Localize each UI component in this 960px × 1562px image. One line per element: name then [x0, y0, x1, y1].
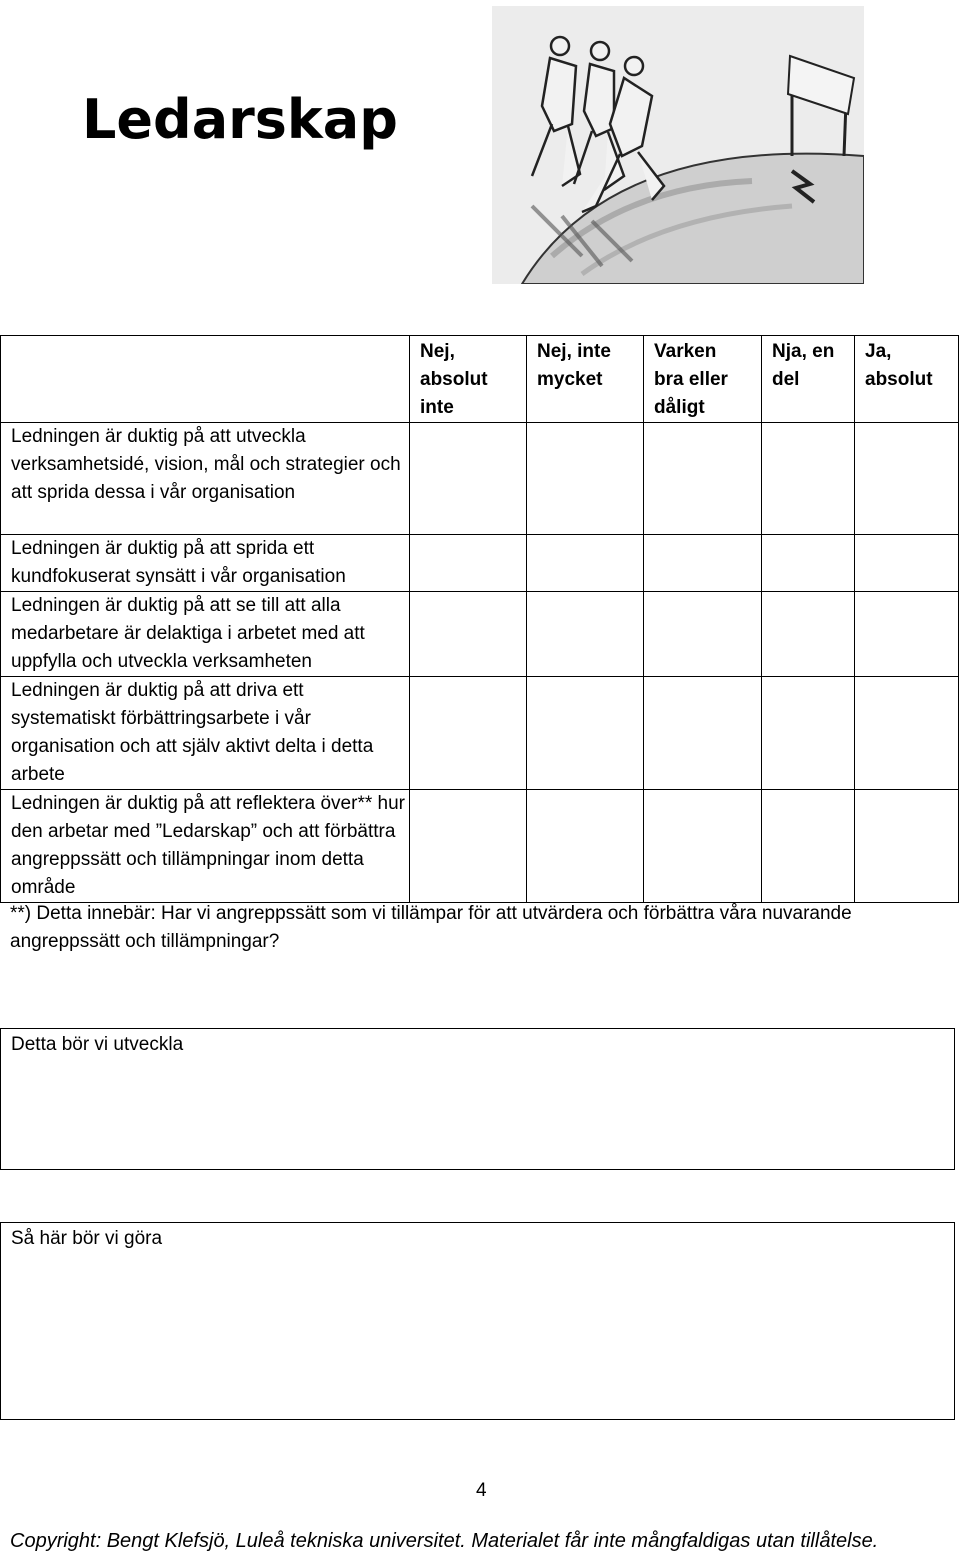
option-header: Nej, inte mycket	[527, 336, 644, 423]
answer-cell[interactable]	[855, 677, 959, 790]
answer-cell[interactable]	[527, 592, 644, 677]
table-row	[1, 423, 959, 535]
answer-cell[interactable]	[644, 790, 762, 903]
option-header: Nja, en del	[762, 336, 855, 423]
option-header: Varken bra eller dåligt	[644, 336, 762, 423]
answer-cell[interactable]	[527, 790, 644, 903]
question-text: Ledningen är duktig på att driva ett systematiskt förbättringsarbete i vår organisation och att själv aktivt delta i detta arbete	[1, 677, 410, 790]
leadership-survey-table	[0, 335, 959, 903]
answer-cell[interactable]	[855, 790, 959, 903]
action-textbox[interactable]	[0, 1222, 955, 1420]
answer-cell[interactable]	[855, 592, 959, 677]
answer-cell[interactable]	[762, 535, 855, 592]
question-header	[1, 336, 410, 423]
answer-cell[interactable]	[410, 677, 527, 790]
answer-cell[interactable]	[644, 535, 762, 592]
page-title: Ledarskap	[82, 88, 398, 151]
option-header: Ja, absolut	[855, 336, 959, 423]
table-row	[1, 790, 959, 903]
answer-cell[interactable]	[762, 592, 855, 677]
question-text: Ledningen är duktig på att sprida ett kundfokuserat synsätt i vår organisation	[1, 535, 410, 592]
answer-cell[interactable]	[410, 592, 527, 677]
table-header-row	[1, 336, 959, 423]
develop-textbox[interactable]	[0, 1028, 955, 1170]
answer-cell[interactable]	[855, 535, 959, 592]
answer-cell[interactable]	[410, 790, 527, 903]
answer-cell[interactable]	[644, 592, 762, 677]
answer-cell[interactable]	[855, 423, 959, 535]
answer-cell[interactable]	[527, 535, 644, 592]
answer-cell[interactable]	[527, 423, 644, 535]
table-row	[1, 677, 959, 790]
footnote: **) Detta innebär: Har vi angreppssätt som vi tillämpar för att utvärdera och förbättra våra nuvarande angreppssätt och tillämpningar?	[10, 903, 852, 952]
answer-cell[interactable]	[762, 677, 855, 790]
answer-cell[interactable]	[644, 677, 762, 790]
develop-label: Detta bör vi utveckla	[11, 1034, 184, 1055]
answer-cell[interactable]	[410, 423, 527, 535]
answer-cell[interactable]	[527, 677, 644, 790]
answer-cell[interactable]	[644, 423, 762, 535]
copyright-footer: Copyright: Bengt Klefsjö, Luleå tekniska universitet. Materialet får inte mångfaldigas utan tillåtelse.	[10, 1530, 879, 1552]
answer-cell[interactable]	[410, 535, 527, 592]
table-row	[1, 592, 959, 677]
table-row	[1, 535, 959, 592]
cartoon-illustration	[492, 6, 864, 284]
option-header: Nej, absolut inte	[410, 336, 527, 423]
action-label: Så här bör vi göra	[11, 1228, 163, 1249]
question-text: Ledningen är duktig på att se till att alla medarbetare är delaktiga i arbetet med att uppfylla och utveckla verksamheten	[1, 592, 410, 677]
question-text: Ledningen är duktig på att utveckla verksamhetsidé, vision, mål och strategier och att sprida dessa i vår organisation	[1, 423, 410, 535]
page-number: 4	[476, 1480, 487, 1501]
runners-illustration	[492, 6, 864, 284]
question-text: Ledningen är duktig på att reflektera över** hur den arbetar med ”Ledarskap” och att förbättra angreppssätt och tillämpningar inom detta område	[1, 790, 410, 903]
answer-cell[interactable]	[762, 423, 855, 535]
answer-cell[interactable]	[762, 790, 855, 903]
